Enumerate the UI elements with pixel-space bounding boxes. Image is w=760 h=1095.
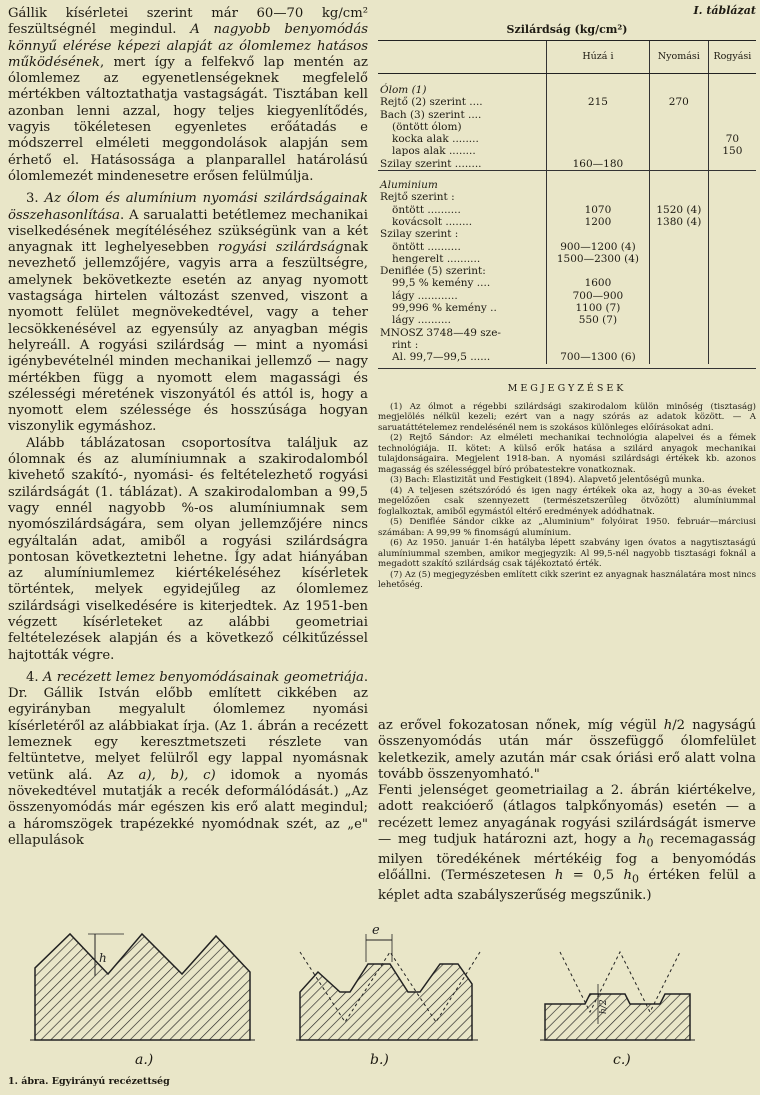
table-row: [378, 339, 756, 351]
table-row-label: öntött ..........: [392, 240, 461, 253]
table-row-label: 99,5 % kemény ....: [392, 277, 491, 290]
table-row: [378, 158, 756, 171]
table-cell: [708, 302, 756, 314]
table-header-row: [378, 41, 756, 74]
table-row-label: lágy ............: [392, 289, 458, 302]
table-row: [378, 179, 756, 191]
table-cell: [708, 290, 756, 302]
table-cell: [547, 339, 650, 351]
table-cell: [649, 121, 708, 133]
right-text-column: [378, 718, 756, 905]
table-row: [378, 109, 756, 121]
table-row: [378, 314, 756, 326]
table-cell: [547, 133, 650, 145]
table-cell: [649, 241, 708, 253]
table-row-label: Szilay szerint :: [380, 228, 459, 241]
table-cell: [547, 121, 650, 133]
table-cell: [708, 84, 756, 96]
table-cell: [708, 179, 756, 191]
table-cell: 700—1300 (6): [547, 351, 650, 363]
table-row-label: lágy ..........: [392, 314, 451, 327]
table-group-separator: [378, 171, 756, 180]
notes-list: [378, 402, 756, 591]
left-paragraph: 4. A recézett lemez benyomódásainak geometriája. Dr. Gállik István előbb említett cikkében az egyirányban megyalult ólomlemez nyomási kísérletéről az alábbiakat írja. (Az 1. ábrán a recézett lemeznek egy keresztmetszeti részlete van feltüntetve, melyet felülről egy lappal nyomásnak vetünk alá. Az a), b), c) idomok a nyomás növekedtével mutatják a recék deformálódását.) „Az összenyomódás már egészen kis erő alatt megindul; a háromszögek trapézekké nyomódnak szét, az „e" ellapulások: [8, 669, 369, 848]
table-row-label: Rejtő (2) szerint ....: [380, 96, 483, 109]
table-cell: 70: [708, 133, 756, 145]
table-row: [378, 84, 756, 96]
notes-title: MEGJEGYZÉSEK: [507, 382, 627, 394]
table-row-label: lapos alak ........: [392, 145, 476, 158]
note-item: (6) Az 1950. január 1-én hatályba lépett szabvány igen óvatos a nagytisztaságú alumíniummal szemben, amikor megjegyzik: Al 99,5-nél nagyobb tisztasági foknál a megadott szakító szilárdság csak tájékoztató érték.: [378, 538, 756, 570]
table-cell: [708, 204, 756, 216]
table-row: [378, 265, 756, 277]
table-cell: [547, 84, 650, 96]
table-cell: [649, 277, 708, 289]
table-row-label: Bach (3) szerint ....: [380, 108, 482, 121]
table-cell: [547, 228, 650, 240]
table-row-label: (öntött ólom): [392, 120, 462, 133]
table-cell: [708, 277, 756, 289]
table-cell: [708, 327, 756, 339]
table-cell: 1100 (7): [547, 302, 650, 314]
table-cell: [649, 265, 708, 277]
figure-label-b: b.): [370, 1052, 389, 1068]
table-row: [378, 290, 756, 302]
table-cell: 150: [708, 145, 756, 157]
table-row-label: öntött ..........: [392, 203, 461, 216]
table-cell: [649, 84, 708, 96]
table-section: [378, 4, 756, 591]
table-number: I. táblázat: [693, 4, 756, 17]
table-row-label: kocka alak ........: [392, 133, 479, 146]
table-row: [378, 216, 756, 228]
table-cell: [649, 253, 708, 265]
table-cell: 900—1200 (4): [547, 241, 650, 253]
table-cell: 1200: [547, 216, 650, 228]
table-cell: [547, 265, 650, 277]
table-cell: [649, 109, 708, 121]
table-row: [378, 204, 756, 216]
table-row-label: Al. 99,7—99,5 ......: [392, 351, 491, 364]
table-cell: [649, 158, 708, 171]
table-header-blank: [378, 41, 547, 74]
figure-a-serrated-plate: [30, 934, 255, 1040]
table-row-label: 99,996 % kemény ..: [392, 302, 497, 315]
table-row: [378, 121, 756, 133]
table-cell: [708, 158, 756, 171]
table-cell: [708, 351, 756, 363]
note-item: (1) Az ólmot a régebbi szilárdsági szakirodalom külön minőség (tisztaság) megjelölés nélkül kezeli; ezért van a nagy szórás az adatok között. — A saruatáttételemez rendelésénél nem is szokásos különleges előírásokat adni.: [378, 401, 756, 433]
table-row-label: Deniflée (5) szerint:: [380, 265, 486, 278]
table-cell: [708, 121, 756, 133]
note-item: (7) Az (5) megjegyzésben említett cikk szerint ez anyagnak használatára most nincs lehetőség.: [378, 569, 756, 591]
table-bottom-rule: [378, 368, 756, 369]
table-cell: [708, 228, 756, 240]
left-paragraph: Alább táblázatosan csoportosítva találjuk az ólomnak és az alumíniumnak a szakirodalomból kivehető szakító-, nyomási- és feltételezhető rogyási szilárdságát (1. táblázat). A szakirodalomban a 99,5 vagy ennél nagyobb %-os alumíniumnak sem nyomószilárdságára, sem olyan jellemzőjére nincs egyáltalán adat, amiből a rogyási szilárdságra pontosan következtetni lehetne. Így adat hiányában az alumíniumlemez kiértékeléséhez kísérletek történtek, melyek egyidejűleg az ólomlemez szilárdsági viselkedésére is kiterjedtek. Az 1951-ben végzett kísérleteket az alábbi geometriai feltételezések alapján és a következő célkitűzéssel hajtották végre.: [8, 435, 368, 663]
table-row: [378, 302, 756, 314]
note-item: (3) Bach: Elastizität und Festigkeit (1894). Alapvető jelentőségű munka.: [390, 475, 705, 486]
table-cell: 700—900: [547, 290, 650, 302]
table-row: [378, 327, 756, 339]
table-cell: [708, 314, 756, 326]
table-row: [378, 351, 756, 363]
table-row-label: kovácsolt ........: [392, 215, 473, 228]
figure-b-trapezoid-plate: [296, 912, 480, 1040]
note-item: (4) A teljesen szétszóródó és igen nagy értékek oka az, hogy a 30-as éveket megelőzően csak szennyezett (természetszerűleg ötvözött) alumíniummal foglalkoztak, amiből egymástól eltérő eredmények adódhatnak.: [378, 485, 756, 517]
left-paragraph: Gállik kísérletei szerint már 60—70 kg/cm² feszültségnél megindul. A nagyobb benyomódás könnyű elérése képezi alapját az ólomlemez hatásos működésének, mert így a felfekvő lap mentén az ólomlemez az egyenetlenségeknek megfelelő mértékben változtathatja vastagságát. Tisztában kell azonban lenni azzal, hogy teljes kiegyenlítődés, vagyis tökéletesen egyenletes erőátadás e módszerrel elméleti meggondolások alapján sem érhető el. Hatásossága a planparallel határolású ólomlemezét mindenesetre erősen felülmúlja.: [8, 6, 368, 184]
table-row: [378, 277, 756, 289]
table-cell: [649, 314, 708, 326]
table-cell: [649, 179, 708, 191]
table-cell: [649, 290, 708, 302]
table-cell: [649, 351, 708, 363]
table-row: [378, 228, 756, 240]
note-item: (2) Rejtő Sándor: Az elméleti mechanikai technológia alapelvei és a fémek technológiája. II. kötet: A külső erők hatása a szilárd anyagok mechanikai tulajdonságaira. Megjelent 1918-ban. A nyomási szilárdsági értékek kb. azonos magasság és szélességgel bíró próbatestekre vonatkoznak.: [378, 433, 756, 475]
figure-c-flattened-plate: [540, 952, 695, 1040]
table-caption: Szilárdság (kg/cm²): [506, 23, 628, 36]
table-row: [378, 145, 756, 157]
note-item: (5) Deniflée Sándor cikke az „Aluminium" folyóirat 1950. február—márciusi számában: A 99,99 % finomságú alumínium.: [378, 517, 756, 538]
table-header-tensile: Húzá i: [547, 41, 650, 74]
table-cell: [708, 191, 756, 203]
table-cell: [649, 339, 708, 351]
table-cell: [547, 327, 650, 339]
figure-c-h2-mark: h/2: [599, 999, 609, 1014]
right-paragraph: az erővel fokozatosan nőnek, míg végül h/2 nagyságú összenyomódás után már összefüggő ólomfelület keletkezik, amely azután már csak óriási erő alatt volna tovább összenyomható.": [378, 718, 757, 782]
left-text-column: [8, 6, 368, 849]
right-paragraph: Fenti jelenséget geometriailag a 2. ábrán kiértékelve, adott reakcióerő (átlagos talpkőnyomás) esetén — a recézett lemez anyagának rogyási szilárdságát ismerve — meg tudjuk határozni azt, hogy a $h_0$ recemagasság milyen töredékének mértékéig fog a benyomódás előállni. (Természetesen h = 0,5 $h_0$ értéken felül a képlet adta szabályszerűség megszűnik.): [378, 783, 756, 904]
table-cell: [708, 109, 756, 121]
table-cell: 160—180: [547, 158, 650, 171]
table-cell: [649, 228, 708, 240]
table-cell: [649, 133, 708, 145]
table-cell: [649, 327, 708, 339]
table-header-yield: Rogyási: [708, 41, 756, 74]
table-cell: [649, 191, 708, 203]
figure-b-e-mark: e: [372, 923, 380, 938]
table-cell: 270: [649, 96, 708, 108]
table-row-label: Aluminium: [380, 179, 438, 192]
figure-label-c: c.): [613, 1052, 631, 1068]
table-cell: [649, 302, 708, 314]
figure-label-a: a.): [135, 1052, 154, 1068]
table-header-compressive: Nyomási: [649, 41, 708, 74]
table-cell: 1600: [547, 277, 650, 289]
table-cell: 1070: [547, 204, 650, 216]
table-row: [378, 96, 756, 108]
table-row-label: Szilay szerint ........: [380, 157, 482, 170]
table-row: [378, 191, 756, 203]
table-cell: 215: [547, 96, 650, 108]
figure-a-h-mark: h: [99, 951, 107, 965]
table-cell: 1520 (4): [649, 204, 708, 216]
table-row-label: rint :: [392, 338, 419, 351]
table-row-label: Ólom (1): [380, 84, 427, 96]
table-row: [378, 133, 756, 145]
table-cell: 1380 (4): [649, 216, 708, 228]
table-row: [378, 253, 756, 265]
table-cell: [547, 191, 650, 203]
table-cell: [708, 253, 756, 265]
table-cell: [708, 216, 756, 228]
table-cell: [708, 241, 756, 253]
table-row-label: MNOSZ 3748—49 sze-: [380, 326, 501, 339]
table-cell: [708, 265, 756, 277]
figure-caption: 1. ábra. Egyirányú recézettség: [8, 1076, 170, 1087]
table-cell: [547, 179, 650, 191]
table-cell: 550 (7): [547, 314, 650, 326]
table-cell: [708, 339, 756, 351]
table-cell: [547, 109, 650, 121]
table-row: [378, 241, 756, 253]
table-row-label: hengerelt ..........: [392, 252, 481, 265]
left-paragraph: 3. Az ólom és alumínium nyomási szilárdságainak összehasonlítása. A sarualatti betétlemez mechanikai viselkedésének megítéléséhez szükségünk van a két anyagnak itt leghelyesebben rogyási szilárdságnak nevezhető jellemzőjére, vagyis arra a feszültségre, amelynek bekövetkezte esetén az anyag nyomott vastagsága hirtelen változást szenved, viszont a nyomott felület megnövekedtével, vagy a teher lecsökkenésével az egyensúly az anyagban mégis helyreáll. A rogyási szilárdság — mint a nyomási igénybevételnél minden mechanikai jellemző — nagy mértékben függ a nyomott elem magassági és szélességi méretének viszonyától és attól is, hogy a nyomott elem szélessége és hosszúsága hogyan viszonylik egymáshoz.: [8, 191, 368, 435]
strength-table: [378, 40, 756, 364]
table-row-label: Rejtő szerint :: [380, 191, 455, 204]
table-cell: 1500—2300 (4): [547, 253, 650, 265]
table-cell: [708, 96, 756, 108]
table-cell: [649, 145, 708, 157]
table-group-separator: [378, 74, 756, 85]
table-cell: [547, 145, 650, 157]
